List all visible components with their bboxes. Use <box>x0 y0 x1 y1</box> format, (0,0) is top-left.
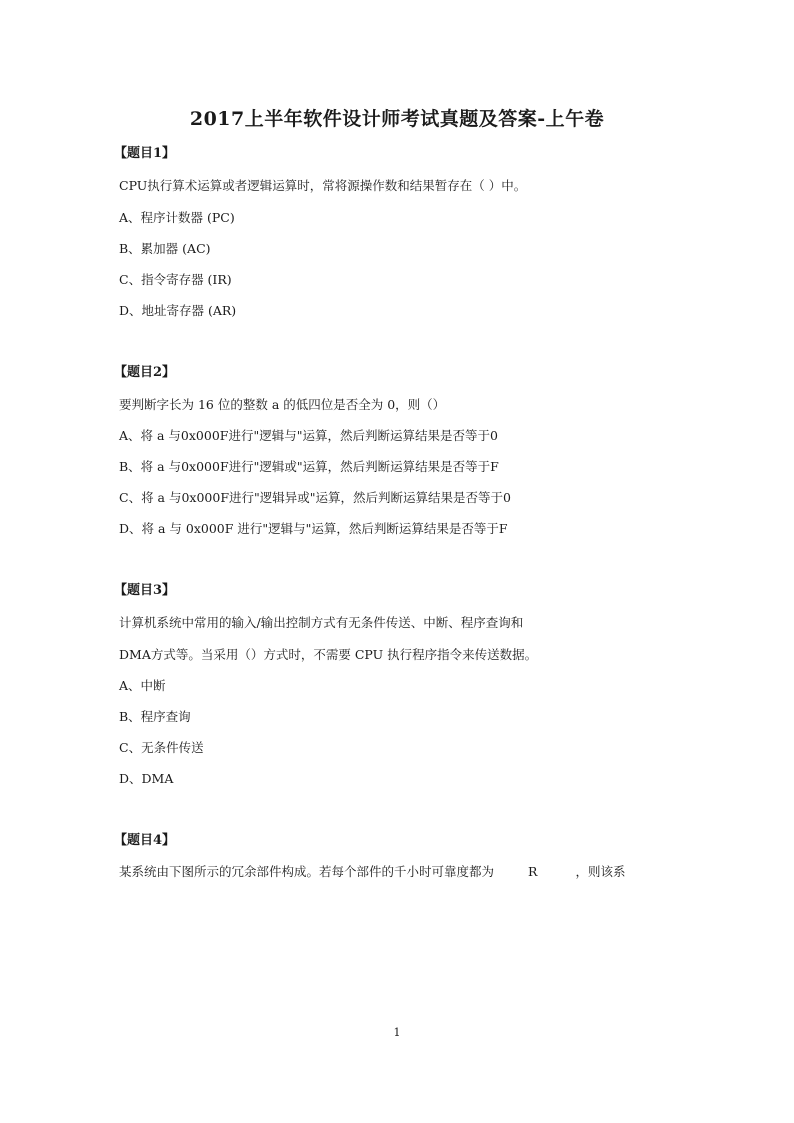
question-2-option-b: B、将 a 与0x000F进行"逻辑或"运算，然后判断运算结果是否等于F <box>119 459 499 474</box>
question-4-stem <box>119 864 625 880</box>
question-3-option-d: D、DMA <box>119 771 174 786</box>
question-1-option-b: B、累加器 (AC) <box>119 241 211 256</box>
question-2-stem: 要判断字长为 16 位的整数 a 的低四位是否全为 0，则（） <box>119 397 446 412</box>
document-title: 2017上半年软件设计师考试真题及答案-上午卷 <box>189 108 605 130</box>
question-1-option-a: A、程序计数器 (PC) <box>119 210 235 225</box>
question-2-option-c: C、将 a 与0x000F进行"逻辑异或"运算，然后判断运算结果是否等于0 <box>119 490 511 505</box>
question-3-heading: 【题目3】 <box>114 583 176 598</box>
question-3-option-c: C、无条件传送 <box>119 740 204 755</box>
question-1-option-c: C、指令寄存器 (IR) <box>119 272 232 287</box>
question-4-stem-part-1: 某系统由下图所示的冗余部件构成。若每个部件的千小时可靠度都为 <box>119 864 495 879</box>
question-3-stem-line-2: DMA方式等。当采用（）方式时，不需要 CPU 执行程序指令来传送数据。 <box>119 647 538 662</box>
question-2-option-a: A、将 a 与0x000F进行"逻辑与"运算，然后判断运算结果是否等于0 <box>119 428 498 443</box>
question-3-option-b: B、程序查询 <box>119 709 191 724</box>
question-3-stem-line-1: 计算机系统中常用的输入/输出控制方式有无条件传送、中断、程序查询和 <box>119 615 524 630</box>
question-3-option-a: A、中断 <box>119 678 166 693</box>
question-4-stem-part-2: ，则该系 <box>575 864 626 879</box>
question-4-reliability-variable: R <box>528 864 538 879</box>
question-2-option-d: D、将 a 与 0x000F 进行"逻辑与"运算，然后判断运算结果是否等于F <box>119 521 508 536</box>
question-1-heading: 【题目1】 <box>114 146 176 161</box>
question-4-heading: 【题目4】 <box>114 833 176 848</box>
question-1-option-d: D、地址寄存器 (AR) <box>119 303 237 318</box>
question-1-stem: CPU执行算术运算或者逻辑运算时，常将源操作数和结果暂存在（ ）中。 <box>119 178 527 193</box>
question-2-heading: 【题目2】 <box>114 365 176 380</box>
page-number: 1 <box>393 1026 401 1039</box>
